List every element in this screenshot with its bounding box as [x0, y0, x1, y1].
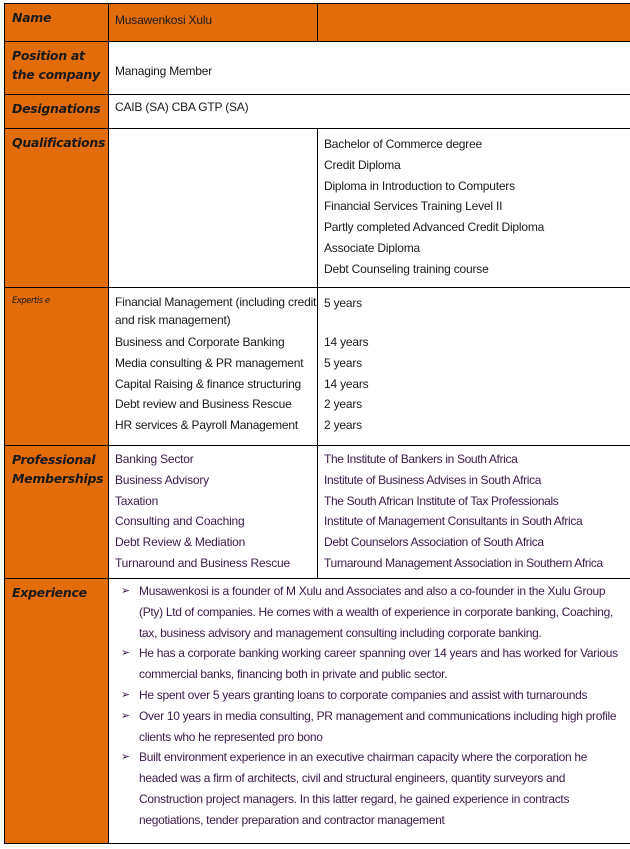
- membership-sector: Business Advisory: [115, 472, 209, 487]
- arrow-bullet-icon: ➢: [121, 688, 130, 701]
- arrow-bullet-icon: ➢: [121, 709, 130, 722]
- qualifications-list: [318, 129, 630, 280]
- membership-sector: Banking Sector: [115, 452, 194, 466]
- membership-sector: Debt Review & Mediation: [115, 535, 246, 550]
- expertise-label: Expertis e: [5, 288, 109, 446]
- memberships-label-line1: Professional: [12, 452, 96, 467]
- expertise-area: Business and Corporate Banking: [115, 335, 285, 349]
- expertise-years-cell: [318, 288, 630, 446]
- expertise-years: [318, 288, 630, 436]
- membership-sector: Taxation: [115, 493, 159, 508]
- qualifications-label: Qualifications: [5, 129, 109, 288]
- experience-label: Experience: [5, 579, 109, 844]
- experience-text: He has a corporate banking working career spanning over 14 years and has worked for Various commercial banks, financing both in private and public sector.: [139, 646, 618, 682]
- qualification-item: Financial Services Training Level II: [324, 199, 503, 214]
- membership-body: Institute of Management Consultants in South Africa: [324, 514, 583, 529]
- position-value-cell: [109, 42, 630, 95]
- experience-item: [119, 581, 628, 643]
- membership-body: The South African Institute of Tax Professionals: [324, 493, 559, 508]
- expertise-areas: [109, 288, 317, 436]
- experience-text: Built environment experience in an executive chairman capacity where the corporation he headed was a firm of architects, civil and structural engineers, quantity surveyors and Construction project managers. In this latter regard, he gained experience in contracts negotiations, tender preparation and contractor management: [139, 750, 588, 827]
- profile-table: [4, 3, 630, 844]
- expertise-years-value: 14 years: [324, 335, 369, 349]
- position-value: Managing Member: [115, 64, 213, 78]
- membership-body: Turnaround Management Association in Southern Africa: [324, 555, 603, 570]
- expertise-years-value: 14 years: [324, 376, 369, 391]
- memberships-label: [5, 446, 109, 579]
- expertise-years-value: 5 years: [324, 296, 362, 310]
- qualification-item: Diploma in Introduction to Computers: [324, 178, 515, 193]
- experience-text: Musawenkosi is a founder of M Xulu and Associates and also a co-founder in the Xulu Group (Pty) Ltd of companies. He comes with a wealth of experience in corporate banking, Coaching, tax, business advisory and management consulting including corporate banking.: [139, 584, 613, 640]
- membership-body: Institute of Business Advises in South Africa: [324, 472, 542, 487]
- qualification-item: Associate Diploma: [324, 240, 420, 255]
- position-label-line2: the company: [12, 67, 100, 82]
- row-experience: [5, 579, 630, 844]
- name-value: Musawenkosi Xulu: [115, 13, 212, 27]
- row-designations: [5, 95, 630, 129]
- qualification-item: Bachelor of Commerce degree: [324, 137, 483, 151]
- name-label: Name: [5, 4, 109, 42]
- expertise-area: Capital Raising & finance structuring: [115, 376, 302, 391]
- memberships-label-line2: Memberships: [12, 471, 104, 486]
- membership-bodies: [318, 446, 630, 574]
- experience-text: He spent over 5 years granting loans to corporate companies and assist with turnarounds: [139, 687, 588, 702]
- membership-sector: Turnaround and Business Rescue: [115, 555, 290, 570]
- qualifications-empty-cell: [109, 129, 318, 288]
- designations-value: CAIB (SA) CBA GTP (SA): [115, 100, 249, 114]
- expertise-years-value: 5 years: [324, 355, 362, 370]
- experience-item: [119, 643, 628, 685]
- designations-value-cell: [109, 95, 630, 129]
- expertise-area: Financial Management (including credit and risk management): [115, 295, 317, 327]
- designations-label: Designations: [5, 95, 109, 129]
- experience-cell: [109, 579, 630, 844]
- membership-body: Debt Counselors Association of South Africa: [324, 535, 544, 550]
- expertise-area: Media consulting & PR management: [115, 355, 304, 370]
- expertise-years-value: 2 years: [324, 418, 362, 433]
- qualification-item: Credit Diploma: [324, 157, 401, 172]
- name-empty-cell: [318, 4, 630, 42]
- membership-body: The Institute of Bankers in South Africa: [324, 452, 518, 466]
- membership-bodies-cell: [318, 446, 630, 579]
- expertise-area: Debt review and Business Rescue: [115, 397, 292, 412]
- row-memberships: [5, 446, 630, 579]
- expertise-area: HR services & Payroll Management: [115, 418, 299, 433]
- row-name: [5, 4, 630, 42]
- row-qualifications: [5, 129, 630, 288]
- membership-sector: Consulting and Coaching: [115, 514, 245, 529]
- experience-text: Over 10 years in media consulting, PR management and communications including high profile clients who he represented pro bono: [139, 708, 617, 744]
- arrow-bullet-icon: ➢: [121, 585, 130, 597]
- experience-item: [119, 747, 628, 830]
- expertise-years-value: 2 years: [324, 397, 362, 412]
- membership-sectors-cell: [109, 446, 318, 579]
- expertise-areas-cell: [109, 288, 318, 446]
- qualifications-list-cell: [318, 129, 630, 288]
- row-position: [5, 42, 630, 95]
- row-expertise: [5, 288, 630, 446]
- qualification-item: Debt Counseling training course: [324, 261, 489, 276]
- arrow-bullet-icon: ➢: [121, 751, 130, 764]
- qualification-item: Partly completed Advanced Credit Diploma: [324, 220, 545, 235]
- experience-list: [109, 579, 630, 831]
- arrow-bullet-icon: ➢: [121, 647, 130, 660]
- position-label: [5, 42, 109, 95]
- membership-sectors: [109, 446, 317, 574]
- experience-item: [119, 706, 628, 748]
- name-value-cell: [109, 4, 318, 42]
- position-label-line1: Position at: [12, 48, 85, 63]
- experience-item: [119, 685, 628, 706]
